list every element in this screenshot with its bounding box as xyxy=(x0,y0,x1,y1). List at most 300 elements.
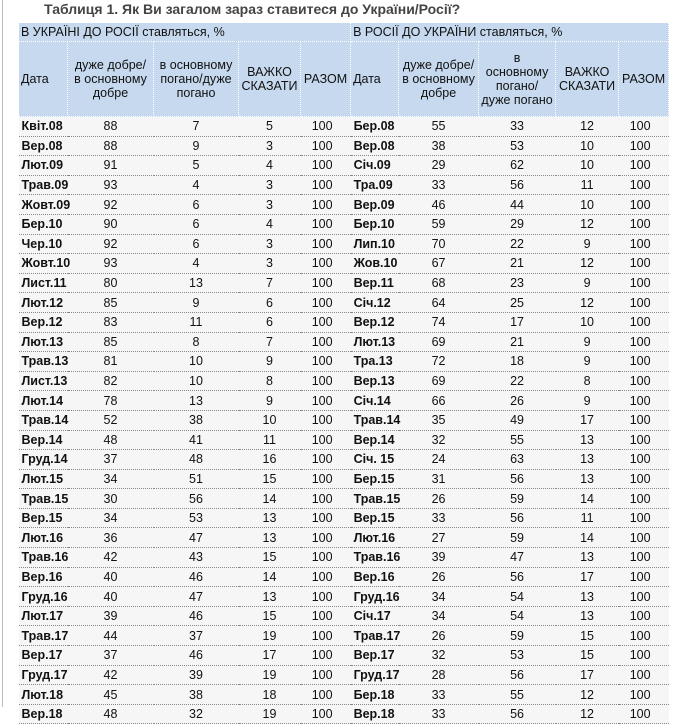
cell-hard-ru: 12 xyxy=(556,685,619,705)
cell-total-ru: 100 xyxy=(619,410,669,430)
cell-total-ru: 100 xyxy=(619,175,669,195)
cell-date-ua: Лют.14 xyxy=(19,391,68,411)
cell-total-ru: 100 xyxy=(619,332,669,352)
cell-hard-ru: 11 xyxy=(556,175,619,195)
cell-hard-ua: 9 xyxy=(239,352,301,372)
cell-good-ru: 33 xyxy=(399,685,479,705)
cell-good-ru: 66 xyxy=(399,391,479,411)
table-row xyxy=(19,528,669,548)
cell-date-ua: Вер.15 xyxy=(19,508,68,528)
cell-total-ru: 100 xyxy=(619,136,669,156)
cell-good-ua: 82 xyxy=(68,371,154,391)
table-row xyxy=(19,352,669,372)
cell-total-ua: 100 xyxy=(301,156,351,176)
cell-good-ua: 85 xyxy=(68,293,154,313)
cell-hard-ru: 9 xyxy=(556,352,619,372)
cell-date-ua: Жовт.09 xyxy=(19,195,68,215)
cell-good-ru: 26 xyxy=(399,567,479,587)
cell-bad-ru: 25 xyxy=(479,293,556,313)
cell-hard-ru: 13 xyxy=(556,606,619,626)
cell-date-ua: Вер.12 xyxy=(19,312,68,332)
cell-total-ua: 100 xyxy=(301,391,351,411)
table-row xyxy=(19,548,669,568)
cell-good-ru: 32 xyxy=(399,646,479,666)
cell-total-ru: 100 xyxy=(619,234,669,254)
cell-total-ua: 100 xyxy=(301,254,351,274)
cell-hard-ru: 9 xyxy=(556,332,619,352)
cell-hard-ru: 12 xyxy=(556,214,619,234)
cell-date-ru: Січ. 15 xyxy=(351,450,399,470)
cell-good-ru: 33 xyxy=(399,508,479,528)
cell-bad-ru: 56 xyxy=(479,567,556,587)
cell-good-ru: 67 xyxy=(399,254,479,274)
cell-bad-ru: 55 xyxy=(479,685,556,705)
cell-good-ua: 37 xyxy=(68,450,154,470)
cell-bad-ru: 21 xyxy=(479,332,556,352)
cell-date-ru: Січ.12 xyxy=(351,293,399,313)
cell-total-ru: 100 xyxy=(619,195,669,215)
attitudes-table xyxy=(18,22,669,724)
cell-date-ua: Лют.15 xyxy=(19,469,68,489)
cell-bad-ua: 9 xyxy=(154,293,239,313)
cell-date-ru: Вер.12 xyxy=(351,312,399,332)
cell-hard-ru: 13 xyxy=(556,450,619,470)
cell-bad-ua: 4 xyxy=(154,175,239,195)
cell-total-ru: 100 xyxy=(619,156,669,176)
cell-date-ru: Груд.17 xyxy=(351,665,399,685)
table-row xyxy=(19,450,669,470)
cell-date-ru: Січ.17 xyxy=(351,606,399,626)
cell-hard-ua: 3 xyxy=(239,254,301,274)
cell-good-ua: 90 xyxy=(68,214,154,234)
cell-bad-ru: 62 xyxy=(479,156,556,176)
cell-good-ru: 24 xyxy=(399,450,479,470)
cell-total-ru: 100 xyxy=(619,117,669,137)
cell-hard-ua: 19 xyxy=(239,704,301,724)
table-row xyxy=(19,430,669,450)
col-bad-ua: в основному погано/дуже погано xyxy=(154,42,239,117)
cell-hard-ru: 17 xyxy=(556,665,619,685)
cell-good-ru: 70 xyxy=(399,234,479,254)
cell-bad-ua: 47 xyxy=(154,587,239,607)
cell-hard-ua: 15 xyxy=(239,548,301,568)
cell-date-ua: Лют.09 xyxy=(19,156,68,176)
cell-total-ru: 100 xyxy=(619,626,669,646)
cell-total-ru: 100 xyxy=(619,548,669,568)
table-row xyxy=(19,685,669,705)
cell-good-ru: 68 xyxy=(399,273,479,293)
cell-good-ru: 46 xyxy=(399,195,479,215)
cell-bad-ua: 43 xyxy=(154,548,239,568)
cell-total-ua: 100 xyxy=(301,626,351,646)
cell-total-ru: 100 xyxy=(619,469,669,489)
cell-date-ua: Вер.14 xyxy=(19,430,68,450)
table-row xyxy=(19,567,669,587)
cell-total-ua: 100 xyxy=(301,528,351,548)
cell-good-ua: 40 xyxy=(68,567,154,587)
cell-hard-ru: 10 xyxy=(556,156,619,176)
table-row xyxy=(19,117,669,137)
cell-date-ru: Трав.16 xyxy=(351,548,399,568)
cell-date-ru: Вер.09 xyxy=(351,195,399,215)
cell-hard-ua: 3 xyxy=(239,136,301,156)
col-good-ua: дуже добре/ в основному добре xyxy=(68,42,154,117)
cell-hard-ru: 13 xyxy=(556,548,619,568)
cell-good-ru: 59 xyxy=(399,214,479,234)
cell-bad-ru: 59 xyxy=(479,528,556,548)
cell-date-ru: Тра.09 xyxy=(351,175,399,195)
cell-date-ru: Вер.17 xyxy=(351,646,399,666)
cell-hard-ua: 3 xyxy=(239,195,301,215)
cell-hard-ru: 12 xyxy=(556,293,619,313)
cell-hard-ru: 9 xyxy=(556,234,619,254)
cell-hard-ru: 17 xyxy=(556,410,619,430)
cell-date-ua: Груд.14 xyxy=(19,450,68,470)
cell-good-ru: 38 xyxy=(399,136,479,156)
cell-date-ua: Вер.08 xyxy=(19,136,68,156)
cell-bad-ua: 7 xyxy=(154,117,239,137)
cell-hard-ru: 9 xyxy=(556,273,619,293)
cell-good-ua: 48 xyxy=(68,704,154,724)
cell-bad-ru: 53 xyxy=(479,136,556,156)
cell-bad-ua: 37 xyxy=(154,626,239,646)
cell-total-ua: 100 xyxy=(301,450,351,470)
cell-hard-ua: 15 xyxy=(239,606,301,626)
cell-good-ua: 40 xyxy=(68,587,154,607)
cell-date-ua: Бер.10 xyxy=(19,214,68,234)
cell-total-ru: 100 xyxy=(619,567,669,587)
cell-good-ua: 37 xyxy=(68,646,154,666)
cell-total-ru: 100 xyxy=(619,646,669,666)
cell-date-ru: Трав.14 xyxy=(351,410,399,430)
cell-date-ua: Жовт.10 xyxy=(19,254,68,274)
cell-hard-ua: 6 xyxy=(239,293,301,313)
cell-total-ua: 100 xyxy=(301,136,351,156)
cell-bad-ru: 54 xyxy=(479,587,556,607)
cell-good-ru: 64 xyxy=(399,293,479,313)
cell-date-ru: Лют.13 xyxy=(351,332,399,352)
cell-good-ru: 26 xyxy=(399,626,479,646)
table-row xyxy=(19,489,669,509)
cell-hard-ua: 5 xyxy=(239,117,301,137)
table-row xyxy=(19,175,669,195)
table-row xyxy=(19,156,669,176)
cell-hard-ua: 13 xyxy=(239,587,301,607)
col-date-ua: Дата xyxy=(19,42,68,117)
cell-good-ua: 52 xyxy=(68,410,154,430)
cell-date-ua: Трав.16 xyxy=(19,548,68,568)
cell-hard-ru: 17 xyxy=(556,567,619,587)
cell-date-ua: Чер.10 xyxy=(19,234,68,254)
cell-total-ua: 100 xyxy=(301,117,351,137)
cell-date-ua: Вер.18 xyxy=(19,704,68,724)
table-row xyxy=(19,293,669,313)
cell-total-ua: 100 xyxy=(301,195,351,215)
cell-bad-ru: 59 xyxy=(479,626,556,646)
cell-total-ru: 100 xyxy=(619,587,669,607)
cell-hard-ua: 15 xyxy=(239,469,301,489)
cell-bad-ua: 39 xyxy=(154,665,239,685)
table-row xyxy=(19,469,669,489)
cell-good-ua: 48 xyxy=(68,430,154,450)
col-total-ru: РАЗОМ xyxy=(619,42,669,117)
table-row xyxy=(19,587,669,607)
cell-bad-ru: 29 xyxy=(479,214,556,234)
cell-total-ru: 100 xyxy=(619,391,669,411)
cell-hard-ru: 10 xyxy=(556,136,619,156)
cell-bad-ru: 56 xyxy=(479,704,556,724)
group-header-russia: В РОСІЇ ДО УКРАЇНИ ставляться, % xyxy=(351,23,669,42)
cell-hard-ua: 19 xyxy=(239,665,301,685)
cell-date-ua: Груд.16 xyxy=(19,587,68,607)
cell-total-ua: 100 xyxy=(301,293,351,313)
cell-good-ru: 28 xyxy=(399,665,479,685)
cell-bad-ua: 11 xyxy=(154,312,239,332)
cell-date-ua: Лист.13 xyxy=(19,371,68,391)
cell-total-ua: 100 xyxy=(301,587,351,607)
cell-bad-ua: 46 xyxy=(154,567,239,587)
cell-bad-ua: 51 xyxy=(154,469,239,489)
cell-total-ua: 100 xyxy=(301,489,351,509)
cell-hard-ua: 17 xyxy=(239,646,301,666)
cell-bad-ua: 13 xyxy=(154,391,239,411)
table-row xyxy=(19,410,669,430)
cell-bad-ru: 59 xyxy=(479,489,556,509)
cell-bad-ua: 6 xyxy=(154,234,239,254)
cell-date-ua: Трав.15 xyxy=(19,489,68,509)
cell-date-ru: Трав.15 xyxy=(351,489,399,509)
cell-good-ua: 88 xyxy=(68,136,154,156)
cell-date-ru: Вер.16 xyxy=(351,567,399,587)
cell-total-ua: 100 xyxy=(301,430,351,450)
cell-date-ru: Бер.18 xyxy=(351,685,399,705)
cell-good-ua: 42 xyxy=(68,665,154,685)
cell-good-ru: 69 xyxy=(399,371,479,391)
cell-good-ua: 91 xyxy=(68,156,154,176)
table-row xyxy=(19,371,669,391)
cell-date-ru: Вер.11 xyxy=(351,273,399,293)
group-header-ukraine: В УКРАЇНІ ДО РОСІЇ ставляться, % xyxy=(19,23,351,42)
cell-good-ua: 42 xyxy=(68,548,154,568)
cell-good-ru: 27 xyxy=(399,528,479,548)
cell-good-ru: 55 xyxy=(399,117,479,137)
cell-hard-ru: 12 xyxy=(556,254,619,274)
cell-date-ru: Вер.08 xyxy=(351,136,399,156)
cell-good-ua: 36 xyxy=(68,528,154,548)
cell-hard-ua: 10 xyxy=(239,410,301,430)
cell-total-ru: 100 xyxy=(619,704,669,724)
cell-hard-ru: 13 xyxy=(556,587,619,607)
cell-bad-ua: 13 xyxy=(154,273,239,293)
cell-total-ua: 100 xyxy=(301,665,351,685)
cell-total-ua: 100 xyxy=(301,371,351,391)
cell-hard-ua: 3 xyxy=(239,175,301,195)
cell-good-ru: 39 xyxy=(399,548,479,568)
cell-hard-ua: 3 xyxy=(239,234,301,254)
cell-total-ua: 100 xyxy=(301,352,351,372)
cell-hard-ru: 13 xyxy=(556,469,619,489)
table-row xyxy=(19,626,669,646)
cell-hard-ua: 13 xyxy=(239,508,301,528)
cell-good-ua: 93 xyxy=(68,254,154,274)
table-row xyxy=(19,665,669,685)
cell-total-ua: 100 xyxy=(301,704,351,724)
cell-bad-ru: 44 xyxy=(479,195,556,215)
cell-bad-ru: 56 xyxy=(479,508,556,528)
table-row xyxy=(19,136,669,156)
cell-total-ru: 100 xyxy=(619,371,669,391)
cell-total-ua: 100 xyxy=(301,410,351,430)
cell-good-ua: 30 xyxy=(68,489,154,509)
cell-total-ru: 100 xyxy=(619,489,669,509)
cell-total-ua: 100 xyxy=(301,175,351,195)
cell-date-ua: Лют.16 xyxy=(19,528,68,548)
table-row xyxy=(19,704,669,724)
col-total-ua: РАЗОМ xyxy=(301,42,351,117)
cell-bad-ru: 22 xyxy=(479,371,556,391)
cell-date-ua: Лют.17 xyxy=(19,606,68,626)
cell-hard-ru: 12 xyxy=(556,117,619,137)
cell-good-ru: 33 xyxy=(399,175,479,195)
cell-hard-ua: 7 xyxy=(239,332,301,352)
col-hard-ru: ВАЖКО СКАЗАТИ xyxy=(556,42,619,117)
cell-bad-ru: 17 xyxy=(479,312,556,332)
cell-hard-ru: 13 xyxy=(556,430,619,450)
cell-total-ua: 100 xyxy=(301,312,351,332)
cell-hard-ru: 15 xyxy=(556,646,619,666)
cell-total-ua: 100 xyxy=(301,332,351,352)
col-date-ru: Дата xyxy=(351,42,399,117)
cell-good-ru: 34 xyxy=(399,587,479,607)
cell-total-ru: 100 xyxy=(619,430,669,450)
cell-total-ru: 100 xyxy=(619,254,669,274)
cell-date-ru: Тра.13 xyxy=(351,352,399,372)
cell-bad-ua: 47 xyxy=(154,528,239,548)
cell-hard-ua: 14 xyxy=(239,567,301,587)
cell-hard-ua: 11 xyxy=(239,430,301,450)
cell-good-ua: 34 xyxy=(68,508,154,528)
cell-bad-ua: 4 xyxy=(154,254,239,274)
cell-good-ru: 69 xyxy=(399,332,479,352)
cell-hard-ru: 12 xyxy=(556,704,619,724)
cell-date-ua: Вер.17 xyxy=(19,646,68,666)
cell-total-ua: 100 xyxy=(301,548,351,568)
cell-good-ua: 93 xyxy=(68,175,154,195)
cell-bad-ru: 18 xyxy=(479,352,556,372)
cell-total-ru: 100 xyxy=(619,606,669,626)
cell-date-ua: Трав.13 xyxy=(19,352,68,372)
cell-good-ru: 32 xyxy=(399,430,479,450)
cell-hard-ru: 8 xyxy=(556,371,619,391)
cell-good-ua: 92 xyxy=(68,195,154,215)
cell-bad-ua: 5 xyxy=(154,156,239,176)
cell-good-ru: 74 xyxy=(399,312,479,332)
cell-bad-ru: 26 xyxy=(479,391,556,411)
cell-hard-ua: 4 xyxy=(239,156,301,176)
cell-hard-ua: 8 xyxy=(239,371,301,391)
cell-hard-ua: 4 xyxy=(239,214,301,234)
cell-hard-ua: 7 xyxy=(239,273,301,293)
cell-good-ua: 80 xyxy=(68,273,154,293)
cell-bad-ua: 38 xyxy=(154,410,239,430)
cell-good-ua: 85 xyxy=(68,332,154,352)
cell-total-ua: 100 xyxy=(301,214,351,234)
cell-hard-ru: 14 xyxy=(556,489,619,509)
cell-total-ua: 100 xyxy=(301,273,351,293)
col-bad-ru: в основному погано/ дуже погано xyxy=(479,42,556,117)
cell-total-ua: 100 xyxy=(301,567,351,587)
table-row xyxy=(19,606,669,626)
table-row xyxy=(19,254,669,274)
cell-bad-ru: 56 xyxy=(479,175,556,195)
cell-bad-ua: 56 xyxy=(154,489,239,509)
cell-total-ru: 100 xyxy=(619,214,669,234)
cell-hard-ua: 18 xyxy=(239,685,301,705)
cell-total-ru: 100 xyxy=(619,508,669,528)
cell-date-ru: Бер.15 xyxy=(351,469,399,489)
cell-date-ru: Бер.10 xyxy=(351,214,399,234)
cell-date-ru: Вер.13 xyxy=(351,371,399,391)
cell-bad-ua: 46 xyxy=(154,606,239,626)
cell-total-ru: 100 xyxy=(619,273,669,293)
table-row xyxy=(19,234,669,254)
cell-date-ua: Трав.14 xyxy=(19,410,68,430)
table-row xyxy=(19,332,669,352)
cell-hard-ru: 9 xyxy=(556,391,619,411)
cell-good-ru: 33 xyxy=(399,704,479,724)
cell-date-ua: Лют.13 xyxy=(19,332,68,352)
table-row xyxy=(19,273,669,293)
table-row xyxy=(19,508,669,528)
cell-good-ua: 83 xyxy=(68,312,154,332)
cell-hard-ru: 15 xyxy=(556,626,619,646)
cell-bad-ua: 46 xyxy=(154,646,239,666)
table-title: Таблиця 1. Як Ви загалом зараз ставитеся до України/Росії? xyxy=(44,1,461,17)
cell-date-ru: Вер.14 xyxy=(351,430,399,450)
cell-date-ru: Січ.09 xyxy=(351,156,399,176)
cell-bad-ru: 56 xyxy=(479,469,556,489)
cell-date-ru: Вер.18 xyxy=(351,704,399,724)
cell-bad-ua: 48 xyxy=(154,450,239,470)
table-body xyxy=(19,117,669,724)
cell-date-ru: Бер.08 xyxy=(351,117,399,137)
table-row xyxy=(19,214,669,234)
cell-bad-ru: 55 xyxy=(479,430,556,450)
cell-bad-ru: 21 xyxy=(479,254,556,274)
cell-total-ru: 100 xyxy=(619,450,669,470)
cell-bad-ru: 33 xyxy=(479,117,556,137)
cell-total-ru: 100 xyxy=(619,312,669,332)
cell-date-ru: Лип.10 xyxy=(351,234,399,254)
cell-hard-ru: 14 xyxy=(556,528,619,548)
cell-good-ru: 35 xyxy=(399,410,479,430)
cell-total-ua: 100 xyxy=(301,469,351,489)
cell-date-ru: Вер.15 xyxy=(351,508,399,528)
cell-good-ua: 81 xyxy=(68,352,154,372)
cell-date-ua: Лют.18 xyxy=(19,685,68,705)
cell-good-ua: 34 xyxy=(68,469,154,489)
cell-bad-ua: 9 xyxy=(154,136,239,156)
cell-good-ua: 78 xyxy=(68,391,154,411)
cell-date-ru: Жов.10 xyxy=(351,254,399,274)
cell-hard-ru: 10 xyxy=(556,195,619,215)
cell-good-ua: 39 xyxy=(68,606,154,626)
cell-date-ua: Вер.16 xyxy=(19,567,68,587)
cell-hard-ua: 19 xyxy=(239,626,301,646)
cell-date-ru: Лют.16 xyxy=(351,528,399,548)
cell-bad-ru: 54 xyxy=(479,606,556,626)
cell-date-ua: Квіт.08 xyxy=(19,117,68,137)
